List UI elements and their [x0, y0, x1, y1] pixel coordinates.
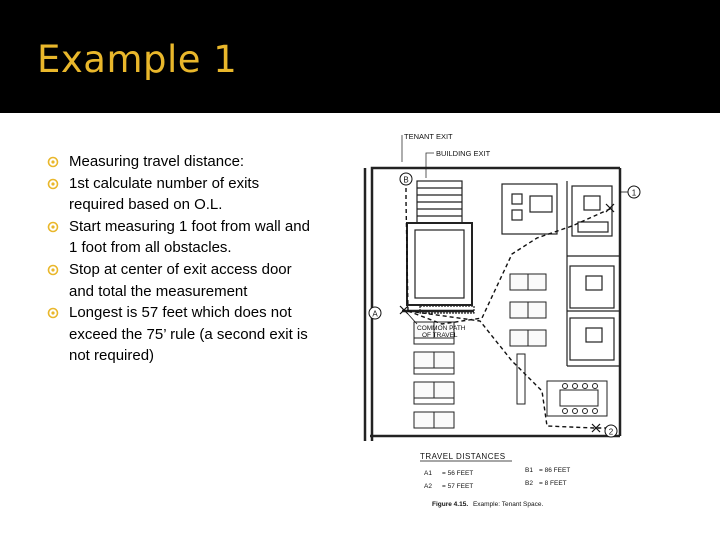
figure-caption-text: Example: Tenant Space.	[472, 501, 544, 508]
distance-value-b1: = 86 FEET	[539, 467, 571, 474]
marker-1-label: 1	[631, 188, 637, 198]
bullet-item	[47, 302, 317, 367]
distance-route-b2: B2	[525, 480, 533, 487]
svg-text:Figure 4.15. Example: Tena	[432, 501, 543, 508]
floor-plan-figure	[362, 126, 637, 514]
bullet-item	[47, 259, 317, 302]
bullet-icon	[47, 307, 59, 319]
common-path-label-1: COMMON PATH	[417, 325, 466, 332]
slide-title: Example 1	[37, 38, 238, 81]
distance-route-a2: A2	[424, 483, 432, 490]
distance-value-a1: = 56 FEET	[442, 470, 474, 477]
bullet-icon	[47, 156, 59, 168]
bullet-list	[47, 151, 317, 367]
marker-a-label: A	[372, 309, 378, 319]
marker-b-label: B	[403, 175, 409, 185]
distance-value-a2: = 57 FEET	[442, 483, 474, 490]
bullet-item	[47, 173, 317, 216]
title-bar	[0, 0, 720, 113]
figure-caption-bold: Figure 4.15.	[432, 501, 469, 508]
bullet-icon	[47, 221, 59, 233]
bullet-text: Measuring travel distance:	[69, 153, 245, 170]
common-path-label-2: OF TRAVEL	[422, 332, 458, 339]
distance-value-b2: = 8 FEET	[539, 480, 567, 487]
distance-route-a1: A1	[424, 470, 432, 477]
bullet-text: Longest is 57 feet which does not exceed the 75’ rule (a second exit is not required)	[69, 304, 308, 365]
bullet-text: Stop at center of exit access door and total the measurement	[69, 260, 292, 300]
bullet-text: 1st calculate number of exits required based on O.L.	[69, 174, 260, 214]
travel-distances-heading: TRAVEL DISTANCES	[420, 452, 506, 461]
bullet-icon	[47, 264, 59, 276]
marker-2-label: 2	[608, 427, 614, 437]
bullet-icon	[47, 178, 59, 190]
floor-plan-walls	[365, 168, 620, 441]
tenant-exit-label: TENANT EXIT	[404, 132, 453, 141]
bullet-item	[47, 151, 317, 173]
bullet-item	[47, 216, 317, 259]
distance-route-b1: B1	[525, 467, 533, 474]
bullet-text: Start measuring 1 foot from wall and 1 foot from all obstacles.	[69, 217, 310, 257]
building-exit-label: BUILDING EXIT	[436, 149, 491, 158]
